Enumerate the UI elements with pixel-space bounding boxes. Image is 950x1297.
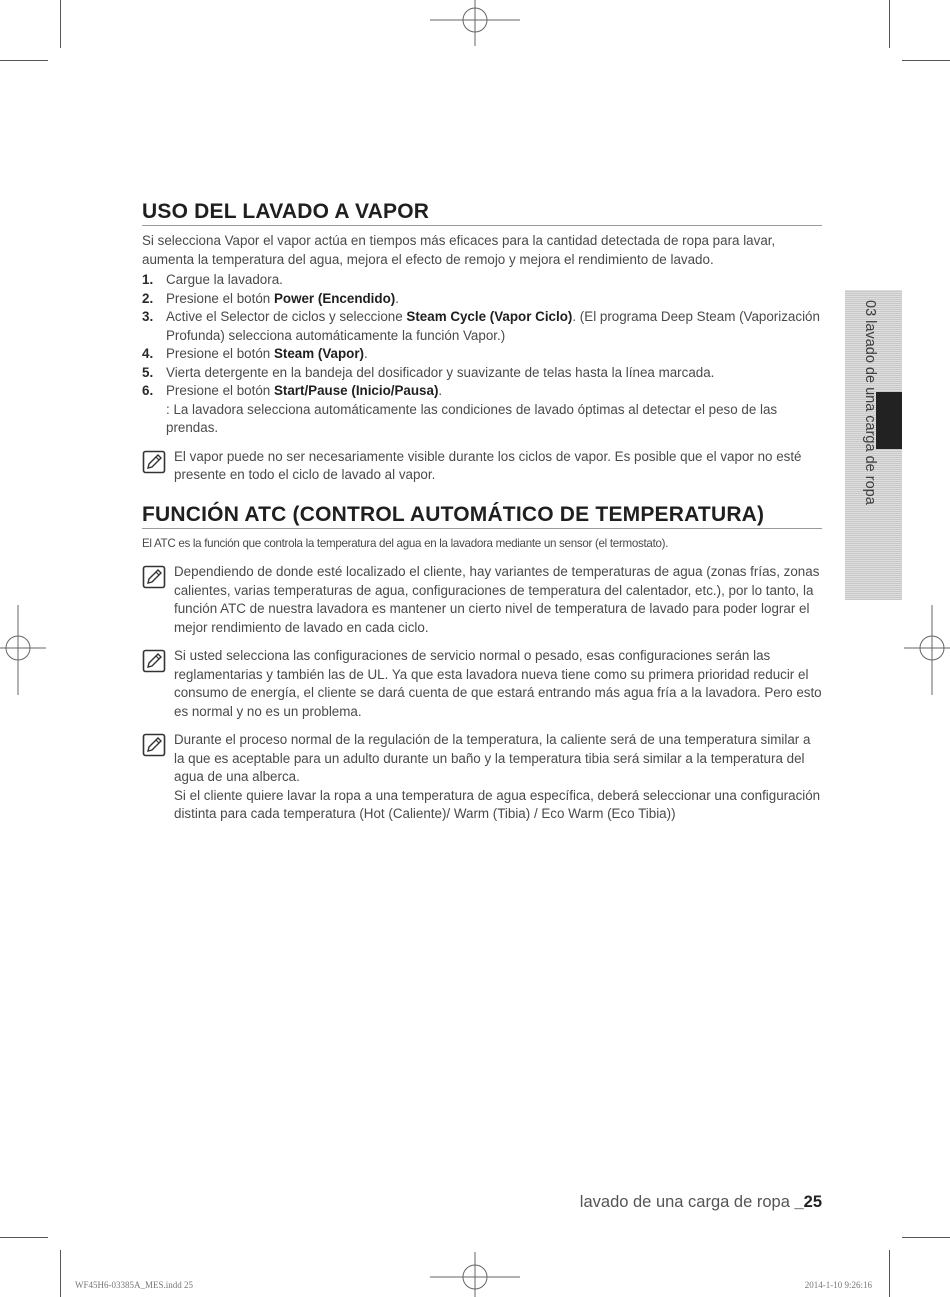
chapter-tab-label: 03 lavado de una carga de ropa xyxy=(862,300,878,505)
note-pencil-icon xyxy=(142,450,166,474)
step-item xyxy=(142,382,822,438)
note-block xyxy=(142,448,822,485)
footer-chapter-title: lavado de una carga de ropa xyxy=(579,1193,795,1211)
note-text: Si usted selecciona las configuraciones de servicio normal o pesado, esas configuraciones serán las reglamentarias y también las de UL. Ya que esta lavadora nueva tiene como su primera prioridad reducir el consumo de energía, el cliente se dará cuenta de que estará entrando más agua fría a la lavadora. Pero esto es normal y no es un problema. xyxy=(174,648,822,719)
registration-mark-left xyxy=(0,600,48,700)
step-text: Active el Selector de ciclos y seleccione xyxy=(166,309,407,324)
note-pencil-icon xyxy=(142,565,166,589)
step-text-end: . xyxy=(364,346,368,361)
section-intro: Si selecciona Vapor el vapor actúa en tiempos más eficaces para la cantidad detectada de ropa para lavar, aumenta la temperatura del agua, mejora el efecto de remojo y mejora el rendimiento de lavado. xyxy=(142,233,776,267)
crop-mark xyxy=(889,1250,890,1297)
crop-mark xyxy=(902,60,950,61)
step-button-name: Steam Cycle (Vapor Ciclo) xyxy=(406,309,573,324)
section-intro: El ATC es la función que controla la temperatura del agua en la lavadora mediante un sensor (el termostato). xyxy=(142,536,669,550)
step-text: Cargue la lavadora. xyxy=(166,272,283,287)
step-number: 4. xyxy=(142,346,154,361)
step-text-end: . (El programa Deep Steam (Vaporización Profunda) selecciona automáticamente la función Vapor.) xyxy=(166,309,820,343)
step-number: 5. xyxy=(142,364,154,380)
registration-mark-right xyxy=(902,600,950,700)
page-footer xyxy=(580,1193,822,1212)
step-item xyxy=(142,290,822,309)
print-slug-date: 2014-1-10 9:26:16 xyxy=(804,1280,872,1290)
crop-mark xyxy=(60,1250,61,1297)
crop-mark xyxy=(0,1237,48,1238)
step-item xyxy=(142,308,822,345)
step-button-name: Power (Encendido) xyxy=(273,290,396,306)
step-text: Presione el botón xyxy=(166,383,274,398)
step-number: 3. xyxy=(142,309,154,324)
step-number: 1. xyxy=(142,272,154,287)
note-pencil-icon xyxy=(142,733,166,757)
step-text: Presione el botón xyxy=(166,346,274,361)
note-block xyxy=(142,731,822,824)
section-steam-wash xyxy=(142,200,822,485)
note-block xyxy=(142,647,822,721)
step-text: Presione el botón xyxy=(166,290,274,306)
step-item xyxy=(142,271,822,290)
step-text-end: . xyxy=(438,383,443,398)
step-item xyxy=(142,345,822,364)
step-item xyxy=(142,364,822,383)
registration-mark-bottom xyxy=(425,1250,525,1297)
note-text: Si el cliente quiere lavar la ropa a una temperatura de agua específica, deberá seleccionar una configuración distinta para cada temperatura (Hot (Caliente)/ Warm (Tibia) / Eco Warm (Eco Tibia)) xyxy=(174,787,821,821)
step-text: Vierta detergente en la bandeja del dosificador y suavizante de telas hasta la línea marcada. xyxy=(166,364,715,380)
note-block xyxy=(142,563,822,637)
note-text: Dependiendo de donde esté localizado el cliente, hay variantes de temperaturas de agua (zonas frías, zonas calientes, varias temperaturas de agua, configuraciones de temperatura del calentador, etc.), por lo tanto, la función ATC de nuestra lavadora es mantener un cierto nivel de temperatura de lavado para poder lograr el mejor rendimiento de lavado en cada ciclo. xyxy=(174,564,820,635)
crop-mark xyxy=(902,1237,950,1238)
page-number: _25 xyxy=(794,1193,822,1211)
step-number: 6. xyxy=(142,383,154,398)
registration-mark-top xyxy=(425,0,525,50)
section-atc xyxy=(142,503,822,824)
step-button-name: Start/Pause (Inicio/Pausa) xyxy=(273,383,439,398)
crop-mark xyxy=(60,0,61,48)
note-text: Durante el proceso normal de la regulación de la temperatura, la caliente será de una temperatura similar a la que es aceptable para un adulto durante un baño y la temperatura tibia será similar a la temperatura del agua de una alberca. xyxy=(174,732,811,784)
step-number: 2. xyxy=(142,290,154,306)
note-pencil-icon xyxy=(142,649,166,673)
main-content xyxy=(142,200,822,824)
section-heading: FUNCIÓN ATC (CONTROL AUTOMÁTICO DE TEMPERATURA) xyxy=(142,503,822,529)
step-text-end: . xyxy=(395,290,399,306)
section-heading: USO DEL LAVADO A VAPOR xyxy=(142,200,822,226)
step-button-name: Steam (Vapor) xyxy=(273,346,364,361)
step-result: : La lavadora selecciona automáticamente las condiciones de lavado óptimas al detectar el peso de las prendas. xyxy=(166,401,778,435)
chapter-tab-marker xyxy=(876,392,902,449)
print-slug-file: WF45H6-03385A_MES.indd 25 xyxy=(75,1280,194,1290)
crop-mark xyxy=(0,60,48,61)
note-text: El vapor puede no ser necesariamente visible durante los ciclos de vapor. Es posible que el vapor no esté presente en todo el ciclo de lavado al vapor. xyxy=(174,448,802,482)
crop-mark xyxy=(889,0,890,48)
steps-list xyxy=(142,271,822,438)
